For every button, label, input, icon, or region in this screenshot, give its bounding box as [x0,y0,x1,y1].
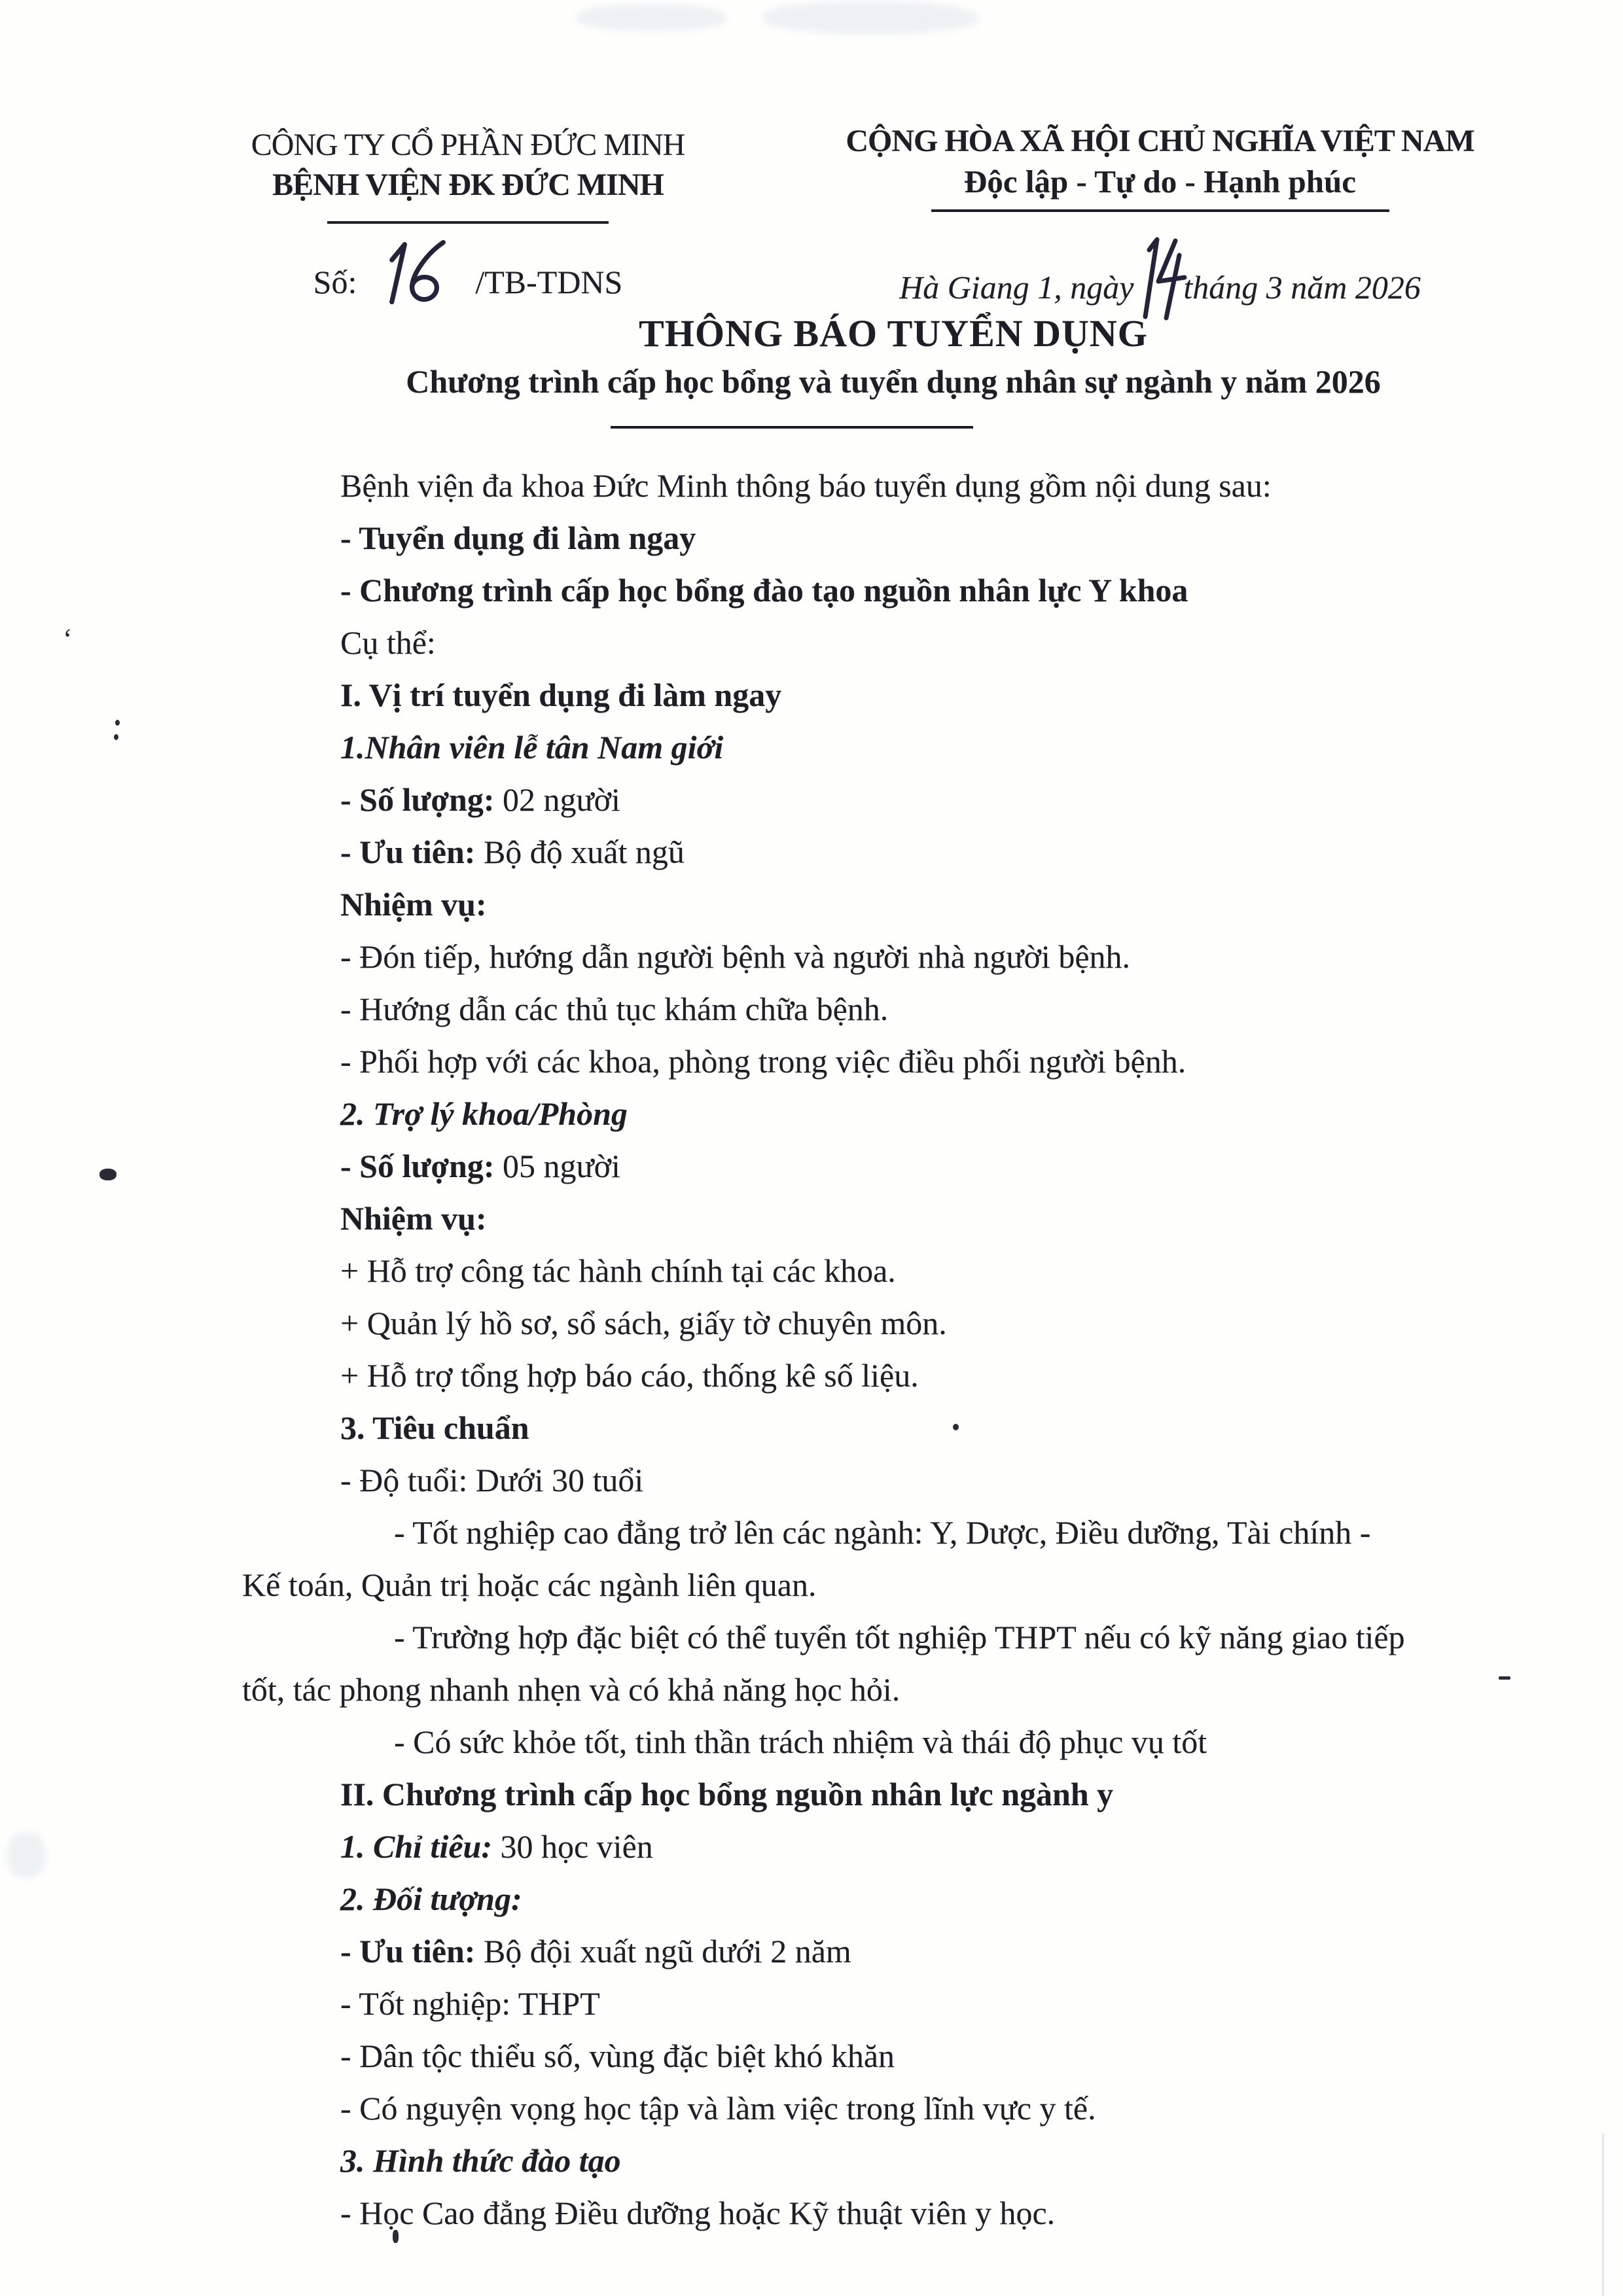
issuer-divider-rule [327,221,609,224]
body-line: - Đón tiếp, hướng dẫn người bệnh và người nhà người bệnh. [340,938,1131,975]
body-line: - Ưu tiên: Bộ độ xuất ngũ [340,834,685,870]
scan-smudge [7,1832,46,1878]
scan-smudge [576,4,726,31]
body-line: II. Chương trình cấp học bổng nguồn nhân lực ngành y [340,1776,1114,1812]
date-suffix: tháng 3 năm 2026 [1183,269,1421,306]
national-motto: CỘNG HÒA XÃ HỘI CHỦ NGHĨA VIỆT NAM [846,124,1474,158]
body-line: 2. Đối tượng: [340,1881,522,1917]
motto-slogan: Độc lập - Tự do - Hạnh phúc [964,164,1356,200]
body-line: - Hướng dẫn các thủ tục khám chữa bệnh. [340,991,889,1027]
date-prefix: Hà Giang 1, ngày [899,269,1134,306]
body-line: - Học Cao đẳng Điều dưỡng hoặc Kỹ thuật viên y học. [340,2195,1056,2231]
scan-smudge [762,1,978,34]
handwritten-document-number [377,239,458,308]
body-line: Nhiệm vụ: [340,886,487,923]
body-line: Bệnh viện đa khoa Đức Minh thông báo tuyển dụng gồm nội dung sau: [340,467,1272,504]
body-line: + Hỗ trợ công tác hành chính tại các khoa. [340,1252,896,1289]
body-line: - Có sức khỏe tốt, tinh thần trách nhiệm và thái độ phục vụ tốt [394,1723,1207,1760]
document-number-line [154,239,782,308]
body-line: Kế toán, Quản trị hoặc các ngành liên quan. [242,1566,817,1603]
national-header-block [769,122,1551,321]
body-line: - Tốt nghiệp: THPT [340,1985,600,2022]
body-line: Nhiệm vụ: [340,1200,487,1237]
body-line: - Tốt nghiệp cao đẳng trở lên các ngành: Y, Dược, Điều dưỡng, Tài chính - [394,1514,1371,1551]
scan-speck [99,1169,116,1180]
body-line: - Có nguyện vọng học tập và làm việc trong lĩnh vực y tế. [340,2090,1096,2127]
place-date-line [769,237,1551,321]
title-block [242,311,1544,407]
body-line: I. Vị trí tuyển dụng đi làm ngay [340,677,782,713]
company-name: CÔNG TY CỔ PHẦN ĐỨC MINH [251,128,685,162]
scanner-edge-line [1602,2133,1604,2296]
body-line: 1.Nhân viên lễ tân Nam giới [340,729,724,766]
body-line: 2. Trợ lý khoa/Phòng [340,1095,628,1132]
scan-speck [114,734,118,740]
body-line: - Số lượng: 05 người [340,1148,620,1184]
body-line: tốt, tác phong nhanh nhẹn và có khả năng học hỏi. [242,1671,901,1708]
body-line: Cụ thể: [340,624,436,661]
body-line: - Chương trình cấp học bổng đào tạo nguồn nhân lực Y khoa [340,572,1188,609]
document-title: THÔNG BÁO TUYỂN DỤNG [639,312,1148,355]
body-line: - Số lượng: 02 người [340,781,620,818]
subtitle-underline-rule [611,426,973,429]
motto-divider-rule [931,209,1389,212]
body-line: - Phối hợp với các khoa, phòng trong việc điều phối người bệnh. [340,1043,1186,1080]
hospital-name: BỆNH VIỆN ĐK ĐỨC MINH [272,168,664,202]
body-line: - Dân tộc thiểu số, vùng đặc biệt khó khăn [340,2038,895,2074]
body-line: + Quản lý hồ sơ, sổ sách, giấy tờ chuyên môn. [340,1305,947,1341]
body-line: - Ưu tiên: Bộ đội xuất ngũ dưới 2 năm [340,1933,851,1969]
body-line: - Trường hợp đặc biệt có thể tuyển tốt nghiệp THPT nếu có kỹ năng giao tiếp [394,1619,1405,1655]
scan-speck: ʻ [63,623,73,655]
body-line: 3. Hình thức đào tạo [340,2142,621,2179]
body-line: + Hỗ trợ tổng hợp báo cáo, thống kê số liệu. [340,1357,919,1394]
issuer-block [154,126,782,308]
document-body [242,459,1548,2239]
body-line: 1. Chỉ tiêu: 30 học viên [340,1828,653,1865]
document-number-suffix: /TB-TDNS [475,264,623,300]
document-number-label: Số: [313,264,357,300]
document-subtitle: Chương trình cấp học bổng và tuyển dụng nhân sự ngành y năm 2026 [406,363,1381,400]
handwritten-day [1132,237,1188,321]
body-line: - Tuyển dụng đi làm ngay [340,520,696,556]
body-line: - Độ tuổi: Dưới 30 tuổi [340,1462,644,1498]
body-line: 3. Tiêu chuẩn [340,1409,529,1446]
scan-speck [115,720,120,726]
